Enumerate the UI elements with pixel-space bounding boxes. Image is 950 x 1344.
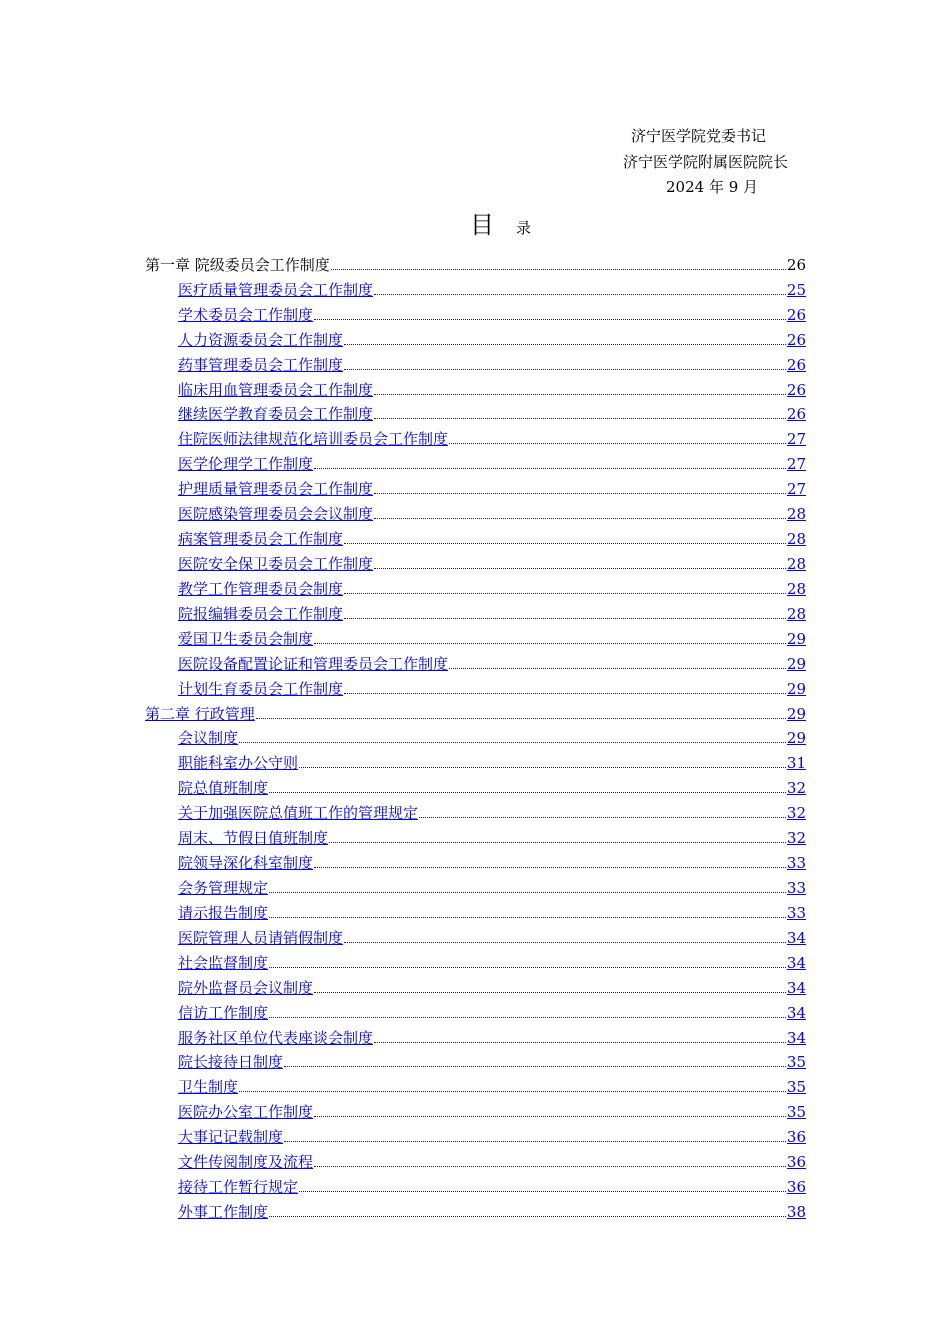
toc-page-number[interactable]: 27 — [786, 455, 806, 474]
toc-entry-label[interactable]: 院长接待日制度 — [178, 1053, 284, 1072]
toc-page-number[interactable]: 38 — [786, 1202, 806, 1221]
toc-section-entry[interactable] — [145, 350, 806, 375]
toc-section-entry[interactable] — [145, 724, 806, 749]
toc-page-number[interactable]: 26 — [786, 380, 806, 399]
toc-page-number[interactable]: 36 — [786, 1128, 806, 1147]
toc-entry-label[interactable]: 院报编辑委员会工作制度 — [178, 604, 344, 623]
toc-dot-leader — [314, 467, 786, 469]
toc-section-entry[interactable] — [145, 649, 806, 674]
toc-dot-leader — [314, 642, 786, 644]
toc-dot-leader — [374, 393, 786, 395]
toc-section-entry[interactable] — [145, 1122, 806, 1147]
toc-page-number[interactable]: 27 — [786, 480, 806, 499]
toc-entry-label[interactable]: 文件传阅制度及流程 — [178, 1153, 314, 1172]
toc-page-number[interactable]: 34 — [786, 953, 806, 972]
toc-section-entry[interactable] — [145, 574, 806, 599]
toc-page-number[interactable]: 29 — [786, 654, 806, 673]
toc-section-entry[interactable] — [145, 798, 806, 823]
toc-dot-leader — [314, 866, 786, 868]
toc-section-entry[interactable] — [145, 624, 806, 649]
toc-title — [470, 210, 531, 243]
toc-dot-leader — [284, 1065, 786, 1067]
toc-entry-label[interactable]: 医疗质量管理委员会工作制度 — [178, 280, 374, 299]
toc-section-entry[interactable] — [145, 773, 806, 798]
toc-dot-leader — [344, 941, 786, 943]
toc-page-number: 26 — [786, 255, 806, 274]
toc-section-entry[interactable] — [145, 1048, 806, 1073]
toc-dot-leader — [331, 268, 786, 270]
toc-dot-leader — [344, 368, 786, 370]
toc-section-entry[interactable] — [145, 998, 806, 1023]
toc-entry-label[interactable]: 院领导深化科室制度 — [178, 854, 314, 873]
toc-entry-label[interactable]: 住院医师法律规范化培训委员会工作制度 — [178, 430, 449, 449]
toc-section-entry[interactable] — [145, 499, 806, 524]
toc-page-number[interactable]: 28 — [786, 530, 806, 549]
toc-dot-leader — [344, 592, 786, 594]
toc-dot-leader — [299, 766, 786, 768]
toc-section-entry[interactable] — [145, 748, 806, 773]
toc-section-entry[interactable] — [145, 973, 806, 998]
toc-page-number[interactable]: 35 — [786, 1078, 806, 1097]
toc-dot-leader — [299, 1190, 786, 1192]
toc-section-entry[interactable] — [145, 1147, 806, 1172]
toc-entry-label[interactable]: 继续医学教育委员会工作制度 — [178, 405, 374, 424]
toc-section-entry[interactable] — [145, 923, 806, 948]
toc-entry-label[interactable]: 第二章 行政管理 — [145, 704, 255, 723]
toc-section-entry[interactable] — [145, 1097, 806, 1122]
toc-entry-label[interactable]: 信访工作制度 — [178, 1003, 269, 1022]
toc-page-number[interactable]: 26 — [786, 305, 806, 324]
toc-dot-leader — [374, 517, 786, 519]
toc-section-entry[interactable] — [145, 1197, 806, 1222]
toc-section-entry[interactable] — [145, 375, 806, 400]
toc-dot-leader — [374, 567, 786, 569]
toc-page-number[interactable]: 34 — [786, 928, 806, 947]
toc-section-entry[interactable] — [145, 1072, 806, 1097]
toc-page-number[interactable]: 36 — [786, 1153, 806, 1172]
toc-dot-leader — [269, 1016, 786, 1018]
toc-section-entry[interactable] — [145, 424, 806, 449]
toc-entry-label[interactable]: 人力资源委员会工作制度 — [178, 330, 344, 349]
toc-entry-label[interactable]: 接待工作暂行规定 — [178, 1178, 299, 1197]
toc-page-number[interactable]: 26 — [786, 405, 806, 424]
toc-page-number[interactable]: 29 — [786, 629, 806, 648]
toc-section-entry[interactable] — [145, 948, 806, 973]
toc-section-entry[interactable] — [145, 275, 806, 300]
toc-page-number[interactable]: 27 — [786, 430, 806, 449]
toc-entry-label: 第一章 院级委员会工作制度 — [145, 255, 330, 274]
toc-page-number[interactable]: 29 — [786, 729, 806, 748]
toc-page-number[interactable]: 28 — [786, 579, 806, 598]
toc-dot-leader — [269, 966, 786, 968]
toc-dot-leader — [449, 667, 786, 669]
toc-dot-leader — [314, 991, 786, 993]
toc-entry-label[interactable]: 医院管理人员请销假制度 — [178, 928, 344, 947]
toc-chapter-entry[interactable] — [145, 699, 806, 724]
toc-entry-label[interactable]: 学术委员会工作制度 — [178, 305, 314, 324]
toc-page-number[interactable]: 33 — [786, 903, 806, 922]
toc-dot-leader — [256, 717, 786, 719]
toc-entry-label[interactable]: 计划生育委员会工作制度 — [178, 679, 344, 698]
toc-entry-label[interactable]: 院外监督员会议制度 — [178, 978, 314, 997]
toc-section-entry[interactable] — [145, 524, 806, 549]
toc-dot-leader — [314, 1115, 786, 1117]
toc-entry-label[interactable]: 关于加强医院总值班工作的管理规定 — [178, 804, 419, 823]
toc-section-entry[interactable] — [145, 823, 806, 848]
toc-entry-label[interactable]: 医院设备配置论证和管理委员会工作制度 — [178, 654, 449, 673]
toc-section-entry[interactable] — [145, 1172, 806, 1197]
toc-dot-leader — [344, 343, 786, 345]
toc-dot-leader — [239, 1090, 786, 1092]
toc-entry-label[interactable]: 卫生制度 — [178, 1078, 239, 1097]
toc-page-number[interactable]: 35 — [786, 1053, 806, 1072]
toc-section-entry[interactable] — [145, 325, 806, 350]
toc-page-number[interactable]: 28 — [786, 554, 806, 573]
toc-entry-label[interactable]: 服务社区单位代表座谈会制度 — [178, 1028, 374, 1047]
toc-section-entry[interactable] — [145, 549, 806, 574]
toc-section-entry[interactable] — [145, 1023, 806, 1048]
toc-page-number[interactable]: 31 — [786, 754, 806, 773]
toc-page-number[interactable]: 35 — [786, 1103, 806, 1122]
toc-entry-label[interactable]: 医学伦理学工作制度 — [178, 455, 314, 474]
toc-page-number[interactable]: 29 — [786, 704, 806, 723]
toc-dot-leader — [374, 492, 786, 494]
toc-page-number[interactable]: 29 — [786, 679, 806, 698]
toc-page-number[interactable]: 34 — [786, 978, 806, 997]
signature-title-2: 济宁医学院附属医院院长 — [623, 153, 789, 171]
toc-section-entry[interactable] — [145, 873, 806, 898]
toc-dot-leader — [269, 1215, 786, 1217]
signature-title-1: 济宁医学院党委书记 — [631, 127, 767, 145]
toc-dot-leader — [329, 841, 786, 843]
toc-page-number[interactable]: 32 — [786, 779, 806, 798]
toc-dot-leader — [344, 542, 786, 544]
toc-dot-leader — [314, 318, 786, 320]
toc-section-entry[interactable] — [145, 449, 806, 474]
toc-chapter-entry[interactable] — [145, 250, 806, 275]
toc-entry-label[interactable]: 病案管理委员会工作制度 — [178, 530, 344, 549]
toc-page-number[interactable]: 26 — [786, 355, 806, 374]
toc-dot-leader — [284, 1140, 786, 1142]
toc-entry-label[interactable]: 医院安全保卫委员会工作制度 — [178, 554, 374, 573]
toc-section-entry[interactable] — [145, 898, 806, 923]
toc-entry-label[interactable]: 周末、节假日值班制度 — [178, 829, 329, 848]
toc-page-number[interactable]: 32 — [786, 804, 806, 823]
toc-page-number[interactable]: 26 — [786, 330, 806, 349]
toc-entry-label[interactable]: 护理质量管理委员会工作制度 — [178, 480, 374, 499]
toc-dot-leader — [344, 617, 786, 619]
toc-section-entry[interactable] — [145, 474, 806, 499]
toc-page-number[interactable]: 36 — [786, 1178, 806, 1197]
toc-page-number[interactable]: 28 — [786, 604, 806, 623]
toc-dot-leader — [344, 692, 786, 694]
toc-entry-label[interactable]: 会议制度 — [178, 729, 239, 748]
toc-title-char-1: 目 — [470, 211, 494, 239]
toc-entry-label[interactable]: 职能科室办公守则 — [178, 754, 299, 773]
toc-dot-leader — [269, 891, 786, 893]
toc-page-number[interactable]: 32 — [786, 829, 806, 848]
toc-page-number[interactable]: 25 — [786, 280, 806, 299]
toc-page-number[interactable]: 34 — [786, 1003, 806, 1022]
toc-section-entry[interactable] — [145, 674, 806, 699]
toc-entry-label[interactable]: 爱国卫生委员会制度 — [178, 629, 314, 648]
toc-entry-label[interactable]: 临床用血管理委员会工作制度 — [178, 380, 374, 399]
toc-page-number[interactable]: 33 — [786, 878, 806, 897]
toc-page-number[interactable]: 33 — [786, 854, 806, 873]
toc-page-number[interactable]: 28 — [786, 505, 806, 524]
toc-entry-label[interactable]: 大事记记载制度 — [178, 1128, 284, 1147]
toc-entry-label[interactable]: 医院感染管理委员会会议制度 — [178, 505, 374, 524]
toc-entry-label[interactable]: 药事管理委员会工作制度 — [178, 355, 344, 374]
toc-title-char-2: 录 — [516, 219, 532, 237]
toc-section-entry[interactable] — [145, 848, 806, 873]
toc-entry-label[interactable]: 医院办公室工作制度 — [178, 1103, 314, 1122]
toc-entry-label[interactable]: 教学工作管理委员会制度 — [178, 579, 344, 598]
toc-entry-label[interactable]: 社会监督制度 — [178, 953, 269, 972]
toc-entry-label[interactable]: 外事工作制度 — [178, 1202, 269, 1221]
toc-dot-leader — [374, 1041, 786, 1043]
toc-dot-leader — [269, 791, 786, 793]
toc-dot-leader — [239, 741, 786, 743]
table-of-contents — [145, 250, 806, 1222]
toc-dot-leader — [449, 442, 786, 444]
toc-section-entry[interactable] — [145, 599, 806, 624]
toc-dot-leader — [419, 816, 786, 818]
toc-section-entry[interactable] — [145, 400, 806, 425]
toc-page-number[interactable]: 34 — [786, 1028, 806, 1047]
toc-section-entry[interactable] — [145, 300, 806, 325]
toc-entry-label[interactable]: 会务管理规定 — [178, 878, 269, 897]
toc-entry-label[interactable]: 院总值班制度 — [178, 779, 269, 798]
toc-dot-leader — [374, 417, 786, 419]
toc-dot-leader — [374, 293, 786, 295]
toc-entry-label[interactable]: 请示报告制度 — [178, 903, 269, 922]
signature-date: 2024 年 9 月 — [666, 178, 759, 196]
toc-dot-leader — [314, 1165, 786, 1167]
toc-dot-leader — [269, 916, 786, 918]
